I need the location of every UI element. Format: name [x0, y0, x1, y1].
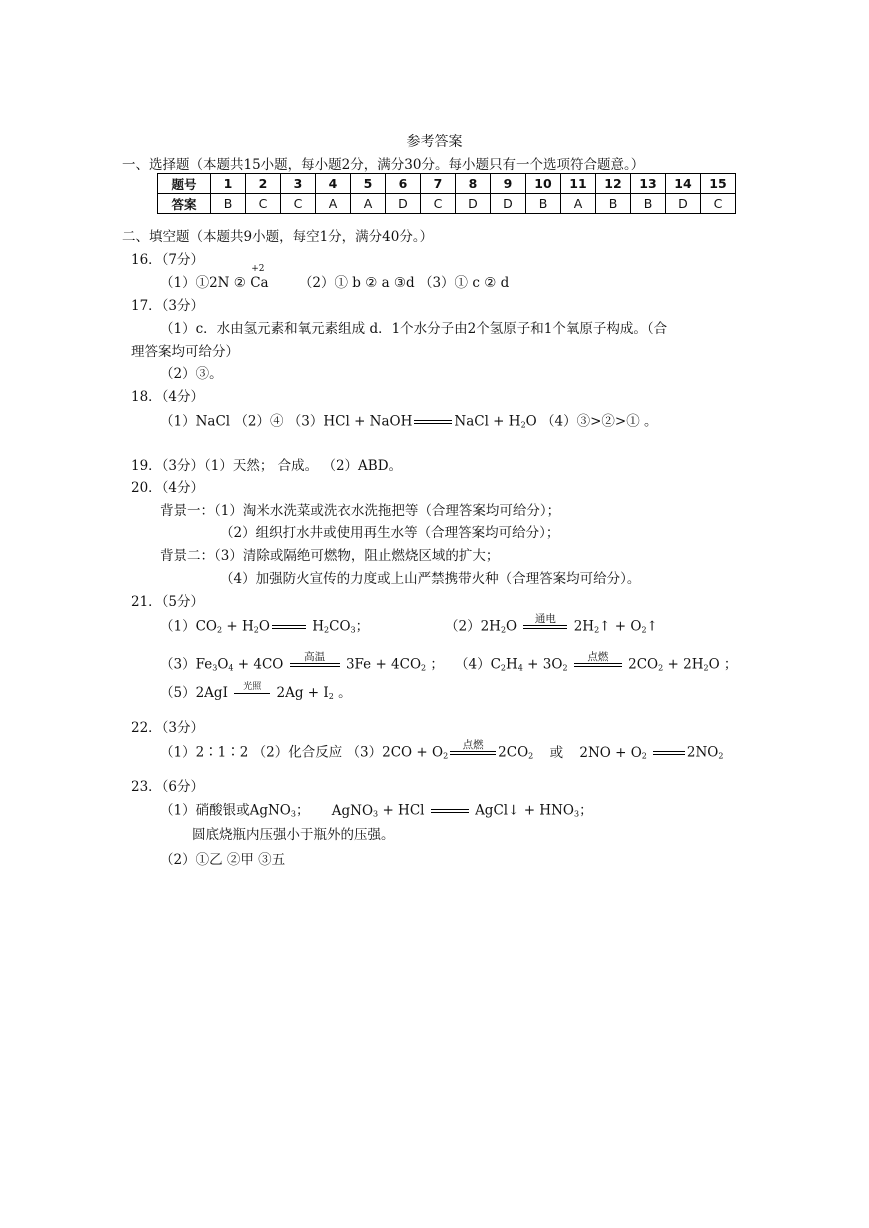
q21-condition-ignite: 点燃	[587, 651, 609, 663]
q21-condition-electrolysis: 通电	[534, 613, 556, 625]
q18-equation-sign	[414, 409, 452, 435]
table-cell-answer: D	[666, 194, 701, 214]
q23-part-c: + HCl	[382, 802, 425, 819]
q20-line3: 背景二：（3）清除或隔绝可燃物，阻止燃烧区域的扩大；	[160, 548, 500, 564]
table-header-number: 题号	[158, 174, 211, 194]
q22-part-c: 2NO + O	[579, 744, 642, 761]
q19-answer: 19．（3分）（1）天然； 合成。 （2）ABD。	[131, 458, 403, 474]
q23-line3: （2）①乙 ②甲 ③五	[160, 852, 286, 868]
table-cell-answer: D	[491, 194, 526, 214]
table-cell-number: 7	[421, 174, 456, 194]
q23-part-e: ；	[579, 802, 593, 819]
q22-part-a: （1）2∶1∶2 （2）化合反应 （3）2CO + O	[160, 744, 444, 761]
q23-part-d: AgCl↓ + HNO	[475, 802, 574, 819]
q20-line4: （4）加强防火宣传的力度或上山严禁携带火种（合理答案均可给分）。	[220, 571, 641, 587]
table-cell-answer: B	[211, 194, 246, 214]
q21-eq4: $(4)C_2H_4 + 3O_2$ 点燃 $2CO_2 + 2H_2O$ ；	[455, 651, 738, 673]
q18-part-a: （1）NaCl （2）④ （3）HCl + NaOH	[160, 413, 413, 430]
table-cell-number: 4	[316, 174, 351, 194]
q23-heading: 23．（6分）	[131, 779, 205, 795]
q22-answer: （1）2∶1∶2 （2）化合反应 $(3)2CO + O_2$ 点燃 $2CO_2$ 或 $2NO + O_2$ $2NO_2$	[160, 739, 724, 761]
table-cell-answer: D	[456, 194, 491, 214]
table-cell-number: 14	[666, 174, 701, 194]
q21-eq5: （5）2AgI 光照 $2Ag + I_2$ 。	[160, 682, 352, 701]
q16-oxidation-state: +2	[251, 264, 265, 274]
q16-part1: （1）①2N ②	[160, 275, 246, 291]
table-cell-answer: B	[596, 194, 631, 214]
q16-ca-symbol	[250, 264, 269, 291]
table-cell-answer: C	[246, 194, 281, 214]
q16-answer	[160, 264, 510, 291]
table-cell-number: 13	[631, 174, 666, 194]
table-cell-number: 11	[561, 174, 596, 194]
table-cell-number: 1	[211, 174, 246, 194]
table-cell-answer: A	[351, 194, 386, 214]
q22-condition-ignite: 点燃	[462, 739, 484, 751]
q21-eq1: $(1)CO_2 + H_2O$ $H_2CO_3$；	[160, 618, 370, 635]
table-cell-answer: B	[631, 194, 666, 214]
q20-heading: 20．（4分）	[131, 480, 205, 496]
q21-heading: 21．（5分）	[131, 594, 205, 610]
q16-ca-text: Ca	[250, 275, 269, 291]
table-cell-number: 8	[456, 174, 491, 194]
page-title: 参考答案	[406, 134, 463, 150]
table-cell-number: 2	[246, 174, 281, 194]
table-header-answer: 答案	[158, 194, 211, 214]
q17-heading: 17．（3分）	[131, 298, 205, 314]
q16-part2: （2）① b ② a ③d （3）① c ② d	[298, 275, 510, 291]
q20-line1: 背景一：（1）淘米水洗菜或洗衣水洗拖把等（合理答案均可给分）；	[160, 503, 561, 519]
q20-line2: （2）组织打水井或使用再生水等（合理答案均可给分）；	[220, 525, 560, 541]
q21-condition-high-temp: 高温	[304, 651, 326, 663]
table-cell-number: 6	[386, 174, 421, 194]
q23-line1: （1）硝酸银或AgNO$_3$； AgNO$_3$ + HCl AgCl↓ + $HNO_3$；	[160, 802, 593, 819]
table-cell-answer: D	[386, 194, 421, 214]
q21-eq3: $(3)Fe_3O_4 + 4CO$ 高温 $3Fe + 4CO_2$ ；	[160, 651, 444, 673]
section-2-heading: 二、填空题（本题共9小题，每空1分，满分40分。）	[122, 229, 434, 245]
table-cell-number: 5	[351, 174, 386, 194]
q22-part-b: 2CO	[498, 744, 529, 761]
q23-part-b: AgNO	[331, 802, 374, 819]
q18-heading: 18．（4分）	[131, 389, 205, 405]
q18-part-b: NaCl + H	[454, 413, 521, 430]
q22-heading: 22．（3分）	[131, 720, 205, 736]
q22-or: 或	[549, 744, 564, 761]
table-cell-number: 3	[281, 174, 316, 194]
section-1-heading: 一、选择题（本题共15小题，每小题2分，满分30分。每小题只有一个选项符合题意。）	[122, 157, 645, 173]
q18-part-c: O （4）③>②>① 。	[525, 413, 658, 430]
q21-eq2: $(2)2H_2O$ 通电 $2H_2↑$ + $O_2↑$	[445, 613, 658, 635]
table-cell-number: 15	[701, 174, 736, 194]
table-cell-number: 9	[491, 174, 526, 194]
q18-answer: （1）NaCl （2）④ （3）HCl + NaOH NaCl + $H_2O$ （4）③>②>① 。	[160, 409, 658, 435]
q16-heading: 16．（7分）	[131, 252, 205, 268]
table-cell-answer: A	[316, 194, 351, 214]
q21-condition-light: 光照	[243, 682, 262, 692]
q23-part-a: （1）硝酸银或AgNO	[160, 802, 291, 819]
table-cell-answer: C	[281, 194, 316, 214]
table-cell-number: 10	[526, 174, 561, 194]
q22-part-d: 2NO	[686, 744, 719, 761]
q17-line3: （2）③。	[160, 366, 223, 382]
q17-line1: （1）c．水由氢元素和氧元素组成 d．1个水分子由2个氢原子和1个氧原子构成。（合	[160, 321, 668, 337]
q17-line2: 理答案均可给分）	[131, 344, 239, 360]
table-cell-answer: C	[421, 194, 456, 214]
table-cell-answer: B	[526, 194, 561, 214]
answer-table	[157, 173, 736, 214]
table-cell-answer: C	[701, 194, 736, 214]
table-cell-answer: A	[561, 194, 596, 214]
table-row-answers	[158, 194, 736, 214]
table-row-numbers	[158, 174, 736, 194]
table-cell-number: 12	[596, 174, 631, 194]
q23-line2: 圆底烧瓶内压强小于瓶外的压强。	[192, 827, 395, 843]
